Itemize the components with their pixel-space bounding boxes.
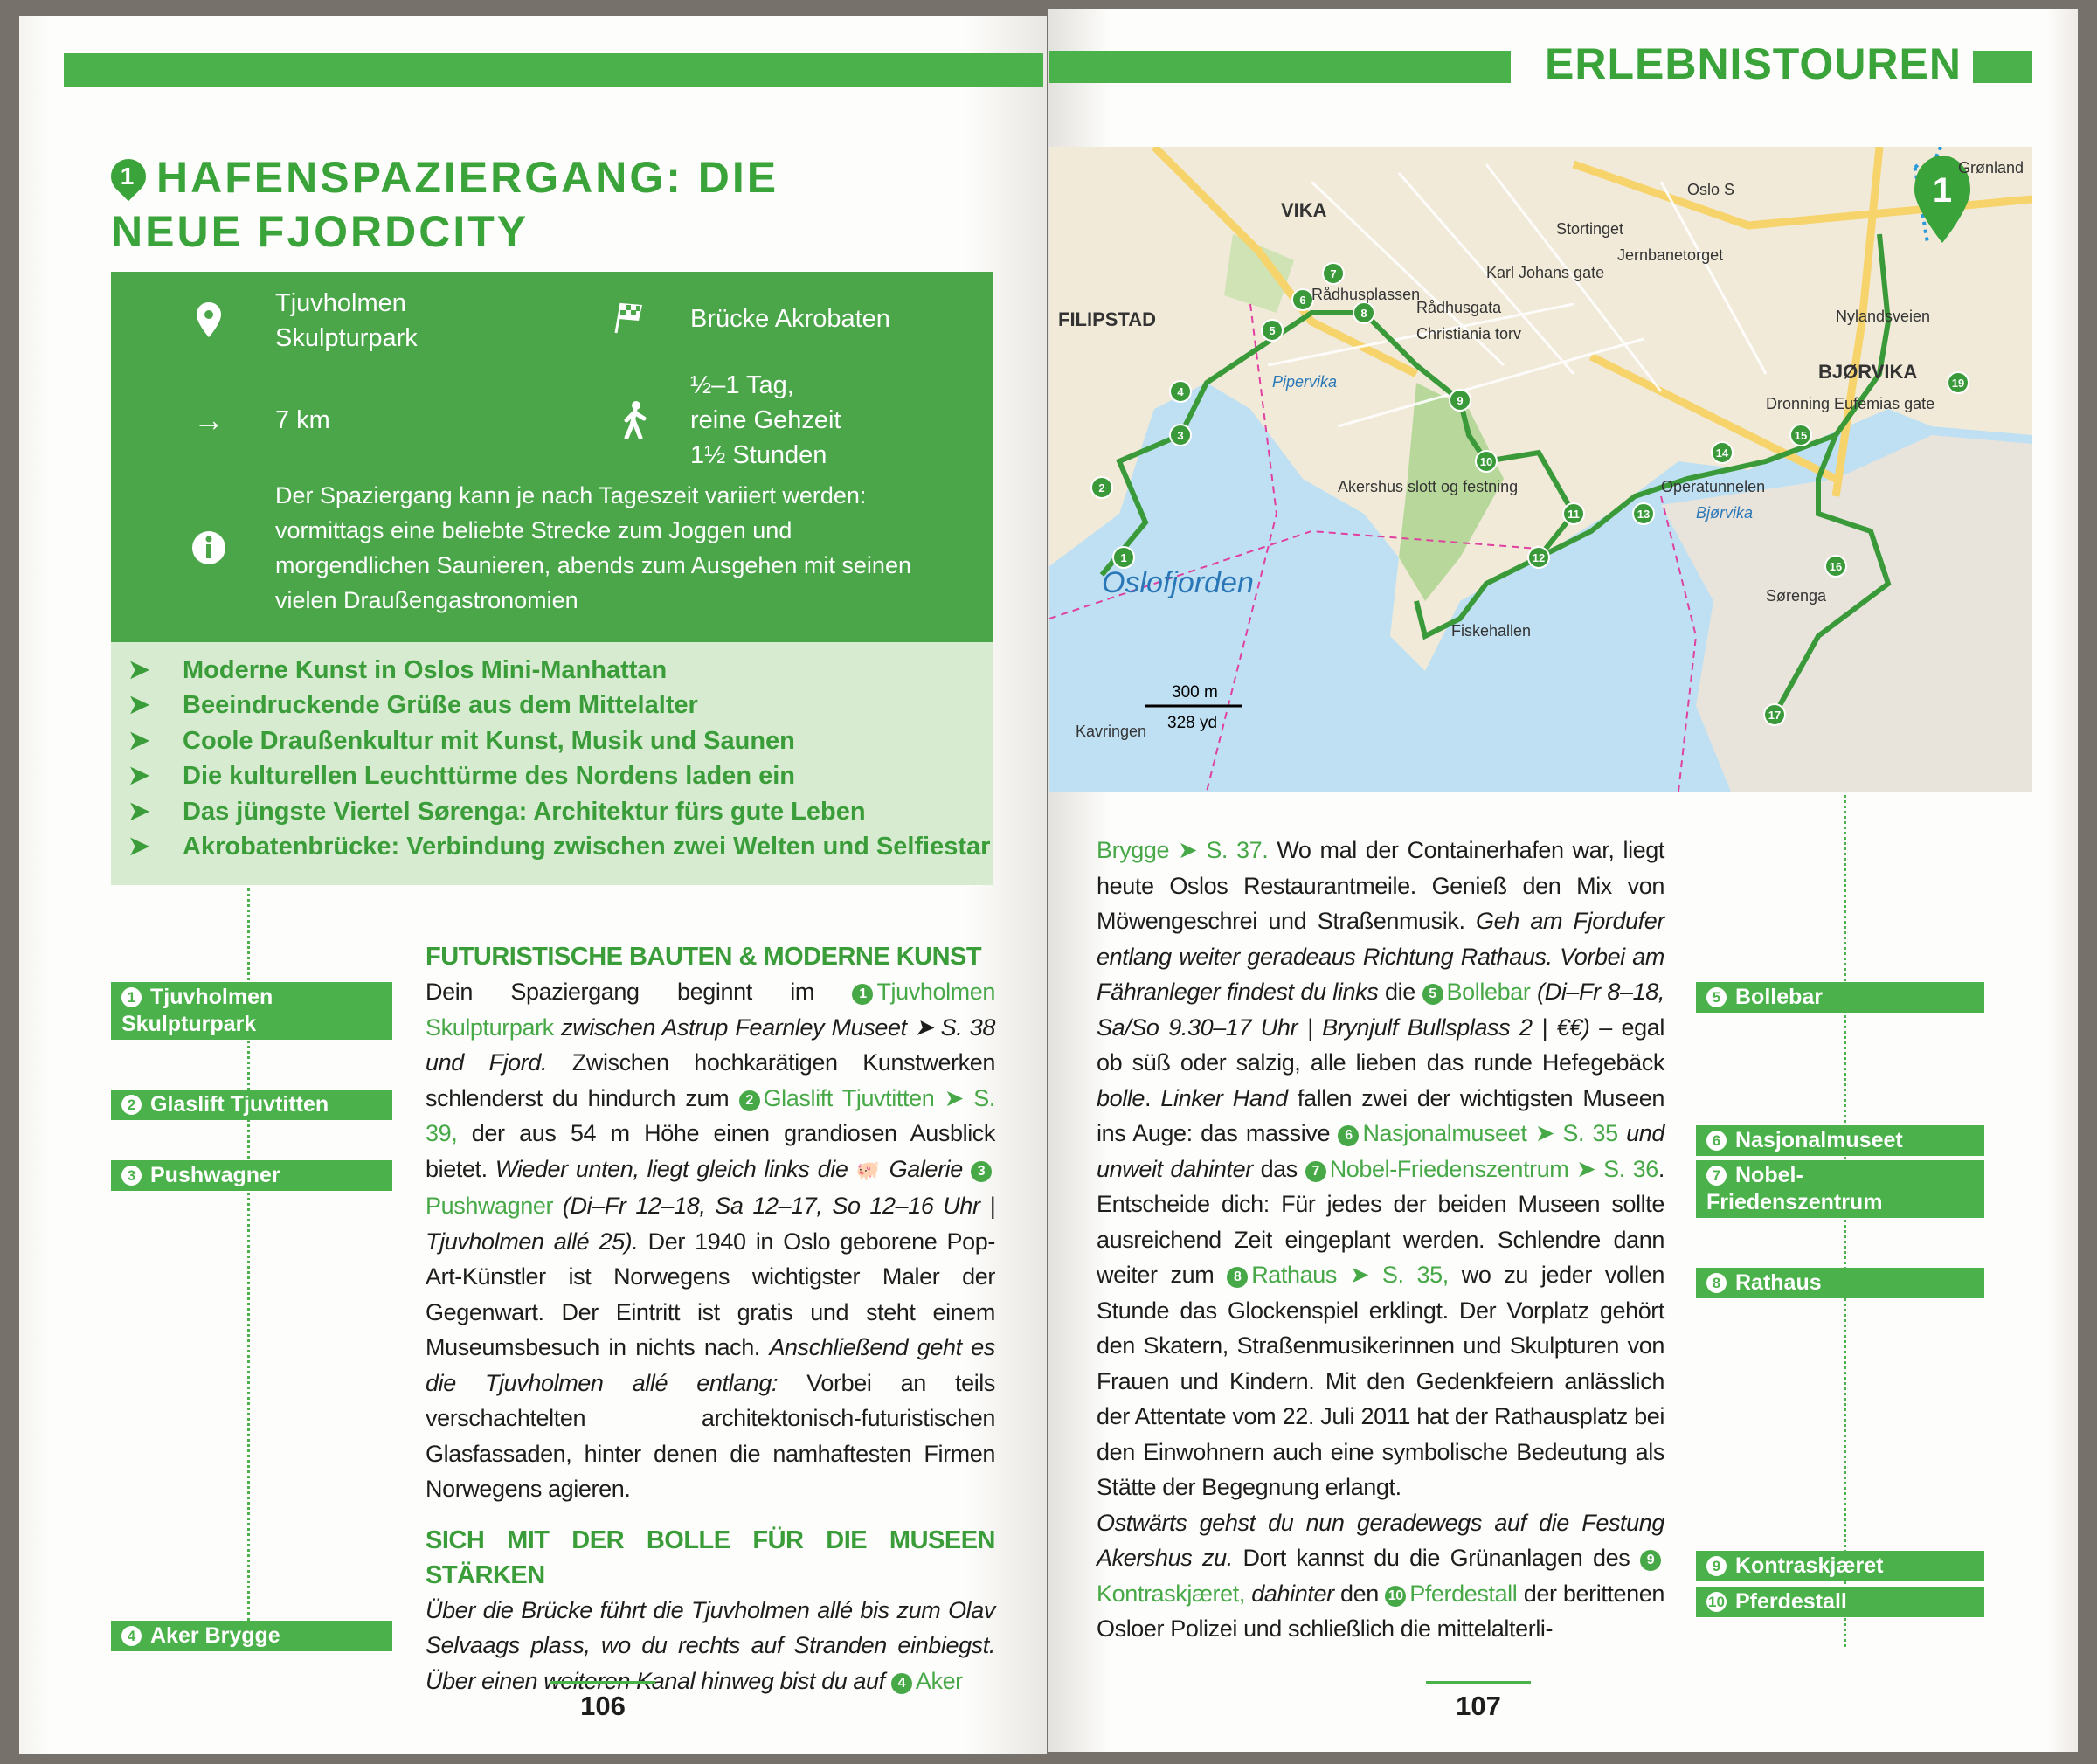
- map-label: Akershus slott og festning: [1338, 478, 1519, 495]
- end-location: Brücke Akrobaten: [690, 305, 890, 333]
- map-stop-number: 5: [1269, 324, 1276, 337]
- margin-label-2: 2 Glaslift Tjuvtitten: [111, 1090, 392, 1120]
- map-stop-number: 17: [1768, 709, 1782, 722]
- info-icon: [191, 530, 226, 565]
- page-number: 107: [1426, 1681, 1531, 1722]
- poi-link[interactable]: Kontraskjæret,: [1097, 1580, 1245, 1607]
- body-text: den: [1333, 1580, 1386, 1607]
- duration: ½–1 Tag, reine Gehzeit 1½ Stunden: [690, 371, 841, 469]
- body-text: .: [1145, 1084, 1161, 1111]
- stop-number-badge: 4: [891, 1673, 912, 1694]
- bullet-arrow-icon: ➤: [128, 762, 150, 790]
- paragraph: [426, 974, 995, 1507]
- poi-link[interactable]: Brygge ➤ S. 37.: [1097, 837, 1269, 863]
- finish-flag-icon: [612, 300, 647, 335]
- stop-number-badge: 3: [971, 1161, 992, 1182]
- paragraph: [1097, 1505, 1664, 1647]
- margin-label-8: 8 Rathaus: [1696, 1268, 1984, 1298]
- italic-text: bolle: [1097, 1084, 1145, 1111]
- stop-number-badge: 9: [1640, 1550, 1661, 1571]
- highlight-item: ➤ Akrobatenbrücke: Verbindung zwischen zwei Welten und Selfiestar: [128, 829, 990, 864]
- stop-number-badge: 10: [1385, 1586, 1406, 1607]
- body-text: Dort kannst du die Grünanlagen des: [1232, 1545, 1640, 1571]
- map-stop-number: 15: [1794, 429, 1808, 442]
- section-heading: SICH MIT DER BOLLE FÜR DIE MUSEEN STÄRKEN: [426, 1525, 995, 1589]
- map-stop-number: 1: [1120, 551, 1127, 564]
- map-label: Fiskehallen: [1451, 622, 1532, 640]
- map-label: Dronning Eufemias gate: [1766, 395, 1935, 412]
- highlight-item: ➤ Beeindruckende Grüße aus dem Mittelalter: [128, 688, 698, 723]
- italic-text: Galerie: [881, 1155, 971, 1182]
- body-text: Zwischen hochkarätigen Kunstwerken schlenderst du hindurch zum: [426, 1049, 995, 1111]
- poi-link[interactable]: Nasjonalmuseet ➤ S. 35: [1362, 1120, 1618, 1146]
- poi-link[interactable]: Bollebar: [1446, 979, 1531, 1005]
- map-stop-number: 13: [1637, 508, 1651, 521]
- arrow-right-icon: →: [193, 402, 225, 438]
- map-label: Jernbanetorget: [1617, 246, 1724, 264]
- italic-text: (Di–Fr 8–18, Sa/So 9.30–17 Uhr | Brynjulf Bullsplass 2 | €€): [1097, 979, 1664, 1041]
- body-text: der berittenen Osloer Polizei und schließlich die mittelalterli-: [1097, 1580, 1664, 1642]
- tour-title: [111, 150, 897, 259]
- map-label: Rådhusgata: [1416, 299, 1502, 316]
- margin-label-9: 9 Kontraskjæret: [1696, 1551, 1984, 1581]
- poi-link[interactable]: Pferdestall: [1409, 1580, 1518, 1607]
- map-label: Bjørvika: [1696, 504, 1754, 522]
- map-label: Karl Johans gate: [1486, 264, 1605, 281]
- italic-text: Geh am Fjordufer entlang weiter geradeaus Richtung Rathaus. Vorbei am Fähranleger findest du links: [1097, 908, 1664, 1005]
- italic-text: (Di–Fr 12–18, Sa 12–17, So 12–16 Uhr | Tjuvholmen allé 25).: [426, 1193, 995, 1255]
- header-bar-end: [1973, 51, 2032, 83]
- body-text: Wo mal der Containerhafen war, liegt heute Oslos Restaurantmeile. Genieß den Mix von Möwengeschrei und Straßenmusik.: [1097, 837, 1664, 934]
- map-stop-number: 7: [1330, 267, 1337, 280]
- poi-link[interactable]: Aker: [915, 1667, 963, 1694]
- highlights-list: [111, 642, 993, 885]
- map-stop-number: 8: [1360, 307, 1367, 320]
- map-label: Stortinget: [1556, 220, 1624, 238]
- italic-text: zwischen Astrup Fearnley Museet ➤ S. 38 und Fjord.: [426, 1013, 995, 1076]
- margin-label-1: 1 Tjuvholmen Skulpturpark: [111, 982, 392, 1040]
- body-text: das: [1252, 1155, 1305, 1182]
- margin-label-10: 10 Pferdestall: [1696, 1587, 1984, 1617]
- map-label: Pipervika: [1272, 373, 1338, 391]
- bullet-arrow-icon: ➤: [128, 833, 150, 861]
- header-bar: [1049, 51, 1511, 83]
- bullet-arrow-icon: ➤: [128, 691, 150, 719]
- tour-description: Der Spaziergang kann je nach Tageszeit variiert werden: vormittags eine beliebte Strecke zum Joggen und morgendlichen Saunieren, abends zum Ausgehen mit seinen vielen Draußengastronomien: [275, 482, 911, 613]
- body-text: wo zu jeder vollen Stunde das Glockenspiel erklingt. Der Vorplatz gehört den Skatern, Straßenmusikerinnen und Skulpturen von Frauen und Kindern. Mit den Gedenkfeiern anlässlich der Attentate vom 22. Juli 2011 hat der Rathausplatz bei den Einwohnern auch eine symbolische Bedeutung als Stätte der Begegnung erlangt.: [1097, 1262, 1664, 1500]
- body-text: . Entscheide dich: Für jedes der beiden Museen sollte ausreichend Zeit eingeplant werden. Schlendre dann weiter zum: [1097, 1155, 1664, 1288]
- highlight-item: ➤ Die kulturellen Leuchttürme des Nordens laden ein: [128, 758, 795, 793]
- stop-number-badge: 8: [1227, 1267, 1248, 1288]
- highlight-item: ➤ Coole Draußenkultur mit Kunst, Musik und Saunen: [128, 723, 795, 758]
- highlight-item: ➤ Moderne Kunst in Oslos Mini-Manhattan: [128, 653, 667, 688]
- map-stop-number: 11: [1568, 508, 1580, 521]
- italic-text: Anschließend geht es die Tjuvholmen allé entlang:: [426, 1334, 995, 1396]
- bullet-arrow-icon: ➤: [128, 798, 150, 826]
- tour-number-marker: 1: [104, 152, 154, 202]
- map-label: VIKA: [1281, 199, 1327, 221]
- stop-number-badge: 6: [1338, 1125, 1359, 1146]
- poi-link[interactable]: Glaslift Tjuvtitten ➤ S. 39,: [426, 1084, 995, 1146]
- map-label: FILIPSTAD: [1058, 308, 1157, 330]
- map-label: Sørenga: [1766, 587, 1827, 605]
- map-stop-number: 6: [1299, 294, 1306, 307]
- map-stop-number: 16: [1829, 560, 1843, 573]
- body-text: Dein Spaziergang beginnt im: [426, 979, 853, 1005]
- stop-number-badge: 1: [852, 984, 873, 1005]
- map-stop-number: 3: [1177, 429, 1184, 442]
- margin-label-6: 6 Nasjonalmuseet: [1696, 1125, 1984, 1156]
- margin-label-3: 3 Pushwagner: [111, 1160, 392, 1191]
- poi-link[interactable]: Pushwagner: [426, 1193, 554, 1219]
- italic-text: und unweit dahinter: [1097, 1120, 1664, 1182]
- map-label: Christiania torv: [1416, 325, 1522, 342]
- map-stop-number: 4: [1177, 385, 1184, 398]
- map-label: Kavringen: [1076, 723, 1147, 740]
- map-label: Oslo S: [1687, 181, 1735, 198]
- map-stop-number: 14: [1715, 446, 1729, 460]
- map-label: Operatunnelen: [1661, 478, 1766, 495]
- map-stop-number: 9: [1457, 394, 1464, 407]
- start-location: Tjuvholmen Skulpturpark: [275, 289, 418, 352]
- map-label: BJØRVIKA: [1818, 361, 1918, 383]
- margin-label-4: 4 Aker Brygge: [111, 1621, 392, 1651]
- body-text: der aus 54 m Höhe einen grandiosen Ausblick bietet.: [426, 1120, 995, 1182]
- bullet-arrow-icon: ➤: [128, 656, 150, 684]
- stop-number-badge: 2: [739, 1090, 760, 1111]
- body-text: – egal ob süß oder salzig, alle lieben das runde Hefegebäck: [1097, 1013, 1664, 1076]
- paragraph: [1097, 833, 1664, 1505]
- stop-number-badge: 5: [1422, 984, 1443, 1005]
- poi-link[interactable]: Rathaus ➤ S. 35,: [1251, 1262, 1449, 1288]
- map-label: Oslofjorden: [1102, 566, 1254, 599]
- map-stop-number: 10: [1479, 455, 1493, 468]
- walking-icon: [618, 403, 653, 438]
- map-scale-yards: 328 yd: [1167, 714, 1218, 732]
- map-stop-number: 12: [1532, 551, 1546, 564]
- route-dotted-line: [1844, 795, 1846, 1647]
- italic-text: Über die Brücke führt die Tjuvholmen allé bis zum Olav Selvaags plass, wo du rechts auf Stranden einbiegst. Über einen weiteren Kanal hinweg bist du auf: [426, 1596, 995, 1694]
- body-text: Der 1940 in Oslo geborene Pop-Art-Künstler ist Norwegens wichtigster Maler der Gegenwart. Der Eintritt ist gratis und steht einem Museumsbesuch in nichts nach.: [426, 1228, 995, 1360]
- bullet-arrow-icon: ➤: [128, 727, 150, 755]
- italic-text: Linker Hand: [1160, 1084, 1288, 1111]
- poi-link[interactable]: Tjuvholmen Skulpturpark: [426, 979, 995, 1041]
- poi-link[interactable]: Nobel-Friedenszentrum ➤ S. 36: [1329, 1155, 1658, 1182]
- tour-title-text: HAFENSPAZIERGANG: DIE NEUE FJORDCITY: [111, 153, 779, 256]
- section-title: ERLEBNISTOUREN: [1544, 39, 1962, 88]
- map-stop-number: 19: [1951, 377, 1965, 390]
- map-stop-number: 2: [1098, 481, 1105, 495]
- map-label: Rådhusplassen: [1311, 286, 1421, 303]
- margin-label-5: 5 Bollebar: [1696, 982, 1984, 1013]
- distance: 7 km: [275, 406, 330, 434]
- highlight-item: ➤ Das jüngste Viertel Sørenga: Architektur fürs gute Leben: [128, 794, 866, 829]
- italic-text: Ostwärts gehst du nun geradewegs auf die Festung Akershus zu.: [1097, 1509, 1664, 1571]
- body-text: Vorbei an teils verschachtelten architektonisch-futuristischen Glasfassaden, hinter denen die namhaftesten Firmen Norwegens agieren.: [426, 1369, 995, 1502]
- body-text: fallen zwei der wichtigsten Museen ins Auge: das massive: [1097, 1084, 1664, 1146]
- page-number: 106: [550, 1681, 655, 1722]
- map-tour-number: 1: [1932, 171, 1953, 210]
- budget-piggy-icon: 🐖: [855, 1159, 882, 1181]
- map-scale-meters: 300 m: [1172, 683, 1218, 702]
- stop-number-badge: 7: [1305, 1161, 1326, 1182]
- header-bar: [64, 53, 1043, 87]
- italic-text: dahinter: [1244, 1580, 1334, 1607]
- map-label: Grønland: [1958, 159, 2024, 176]
- left-text-column: [426, 939, 995, 1698]
- tour-info-box: [111, 272, 993, 642]
- location-pin-icon: [191, 302, 226, 337]
- margin-label-7: 7 Nobel-Friedenszentrum: [1696, 1160, 1984, 1218]
- right-text-column: [1097, 833, 1664, 1647]
- body-text: die: [1378, 979, 1422, 1005]
- italic-text: Wieder unten, liegt gleich links die: [495, 1155, 856, 1182]
- section-heading: FUTURISTISCHE BAUTEN & MODERNE KUNST: [426, 943, 982, 971]
- tour-map[interactable]: [1049, 147, 2032, 792]
- paragraph: [426, 1593, 995, 1699]
- map-label: Nylandsveien: [1836, 308, 1931, 325]
